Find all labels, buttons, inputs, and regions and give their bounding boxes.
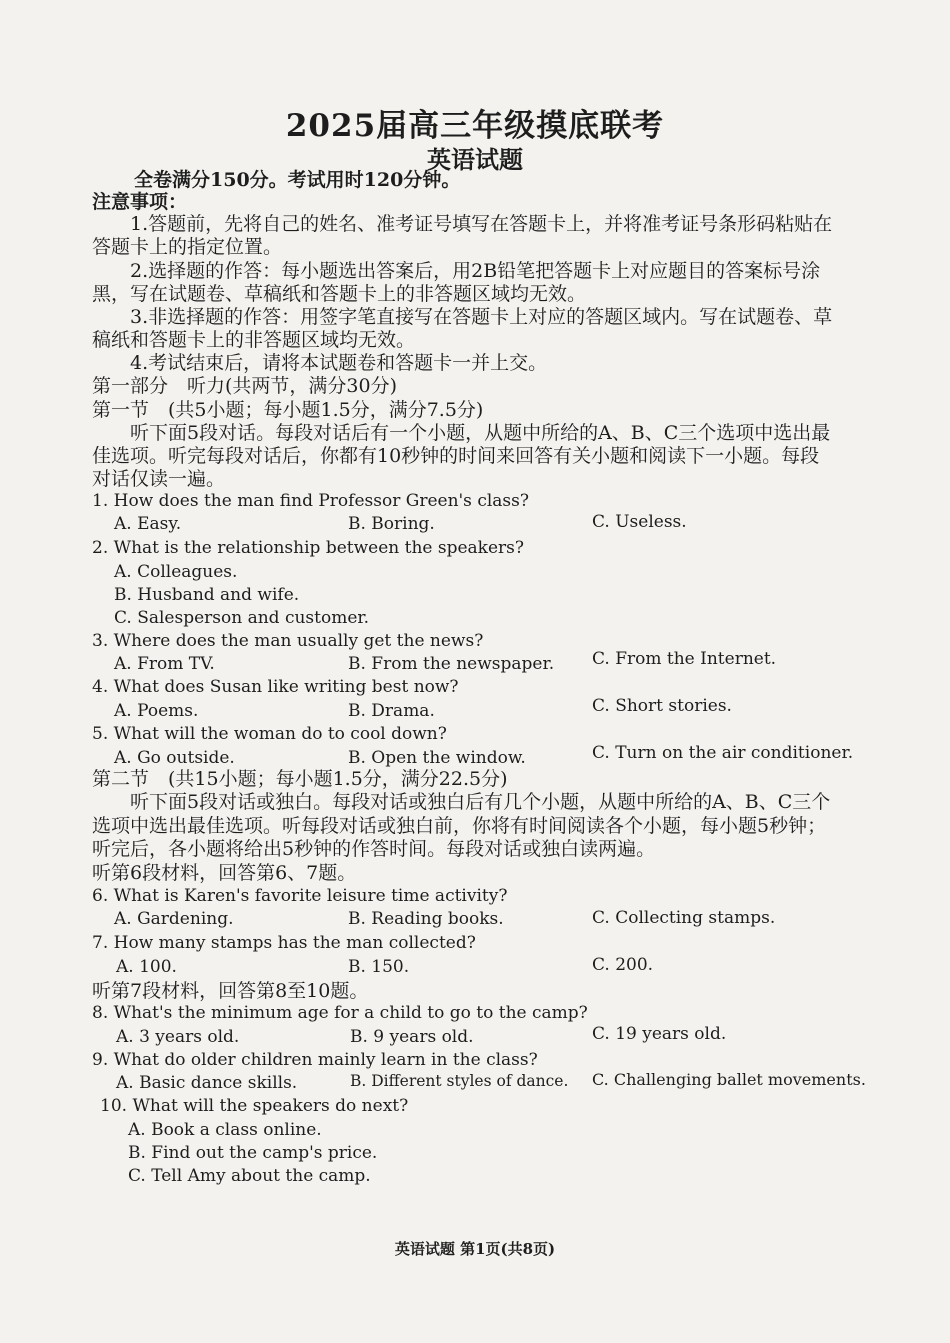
- question: 8. What's the minimum age for a child to go to the camp?: [92, 1003, 588, 1023]
- section2-heading: 第二节 (共15小题；每小题1.5分，满分22.5分): [92, 768, 508, 790]
- option-c: C. Salesperson and customer.: [114, 608, 370, 628]
- notice-heading: 注意事项：: [92, 191, 188, 213]
- option-a: A. 3 years old.: [116, 1027, 240, 1047]
- option-b: B. Reading books.: [348, 909, 504, 929]
- option-a: A. 100.: [116, 957, 177, 977]
- instruction-line: 听下面5段对话。每段对话后有一个小题，从题中所给的A、B、C三个选项中选出最: [130, 422, 831, 444]
- option-c: C. Turn on the air conditioner.: [592, 743, 854, 763]
- option-b: B. Open the window.: [348, 748, 526, 768]
- instruction-line: 选项中选出最佳选项。听每段对话或独白前，你将有时间阅读各个小题，每小题5秒钟；: [92, 815, 827, 837]
- material-line: 听第6段材料，回答第6、7题。: [92, 862, 357, 884]
- notice-line: 稿纸和答题卡上的非答题区域均无效。: [92, 329, 416, 351]
- question: 9. What do older children mainly learn in the class?: [92, 1050, 538, 1070]
- option-b: B. Different styles of dance.: [350, 1072, 569, 1090]
- option-b: B. Husband and wife.: [114, 585, 300, 605]
- question: 1. How does the man find Professor Green's class?: [92, 491, 529, 511]
- option-c: C. Tell Amy about the camp.: [128, 1166, 371, 1186]
- notice-line: 黑，写在试题卷、草稿纸和答题卡上的非答题区域均无效。: [92, 283, 587, 305]
- option-b: B. 9 years old.: [350, 1027, 474, 1047]
- option-a: A. Book a class online.: [128, 1120, 322, 1140]
- material-line: 听第7段材料，回答第8至10题。: [92, 980, 369, 1002]
- instruction-line: 听下面5段对话或独白。每段对话或独白后有几个小题，从题中所给的A、B、C三个: [130, 791, 831, 813]
- question: 7. How many stamps has the man collected?: [92, 933, 476, 953]
- option-a: A. Colleagues.: [114, 562, 238, 582]
- question: 2. What is the relationship between the speakers?: [92, 538, 525, 558]
- option-c: C. 200.: [592, 955, 654, 975]
- option-a: A. Basic dance skills.: [116, 1073, 298, 1093]
- page-subtitle: 英语试题: [427, 145, 523, 174]
- option-b: B. Drama.: [348, 701, 435, 721]
- option-c: C. From the Internet.: [592, 649, 777, 669]
- option-b: B. Boring.: [348, 514, 435, 534]
- option-a: A. From TV.: [114, 654, 215, 674]
- option-c: C. Challenging ballet movements.: [592, 1070, 866, 1089]
- question: 4. What does Susan like writing best now?: [92, 677, 459, 697]
- question: 5. What will the woman do to cool down?: [92, 724, 447, 744]
- instruction-line: 对话仅读一遍。: [92, 468, 226, 490]
- question: 6. What is Karen's favorite leisure time activity?: [92, 886, 508, 906]
- instruction-line: 听完后，各小题将给出5秒钟的作答时间。每段对话或独白读两遍。: [92, 838, 656, 860]
- option-a: A. Gardening.: [114, 909, 234, 929]
- option-c: C. Collecting stamps.: [592, 908, 776, 928]
- option-b: B. Find out the camp's price.: [128, 1143, 378, 1163]
- section1-heading: 第一节 (共5小题；每小题1.5分，满分7.5分): [92, 399, 484, 421]
- part1-heading: 第一部分 听力(共两节，满分30分): [92, 375, 398, 397]
- option-a: A. Easy.: [114, 514, 182, 534]
- question: 10. What will the speakers do next?: [100, 1096, 409, 1116]
- notice-line: 3.非选择题的作答：用签字笔直接写在答题卡上对应的答题区域内。写在试题卷、草: [130, 306, 833, 328]
- option-c: C. Useless.: [592, 512, 687, 532]
- notice-line: 2.选择题的作答：每小题选出答案后，用2B铅笔把答题卡上对应题目的答案标号涂: [130, 260, 821, 282]
- notice-line: 答题卡上的指定位置。: [92, 236, 283, 258]
- page-title: 2025届高三年级摸底联考: [285, 108, 665, 144]
- option-a: A. Poems.: [114, 701, 199, 721]
- score-info: 全卷满分150分。考试用时120分钟。: [134, 169, 461, 191]
- question: 3. Where does the man usually get the news?: [92, 631, 484, 651]
- option-a: A. Go outside.: [114, 748, 235, 768]
- instruction-line: 佳选项。听完每段对话后，你都有10秒钟的时间来回答有关小题和阅读下一小题。每段: [92, 445, 820, 467]
- notice-line: 4.考试结束后，请将本试题卷和答题卡一并上交。: [130, 352, 548, 374]
- notice-line: 1.答题前，先将自己的姓名、准考证号填写在答题卡上，并将准考证号条形码粘贴在: [130, 213, 833, 235]
- option-c: C. Short stories.: [592, 696, 732, 716]
- option-b: B. From the newspaper.: [348, 654, 555, 674]
- option-c: C. 19 years old.: [592, 1024, 727, 1044]
- option-b: B. 150.: [348, 957, 410, 977]
- page-footer: 英语试题 第1页(共8页): [394, 1240, 556, 1258]
